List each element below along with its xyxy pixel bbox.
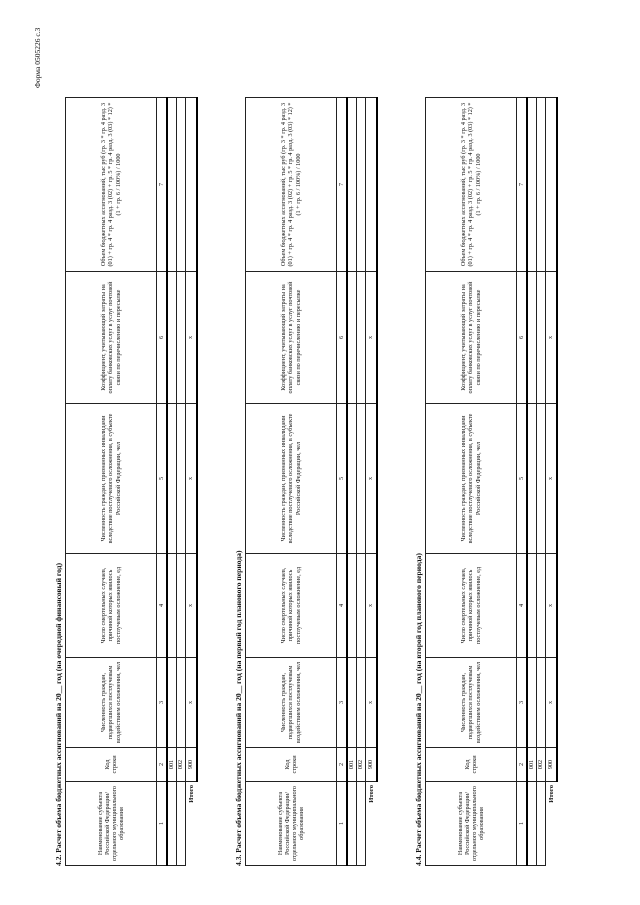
header-deaths: Число смертельных случаев, причиной которых явилось постлучевым осложнение, ед [426, 554, 517, 658]
header-row-code: Код строки [426, 748, 517, 782]
cell-value[interactable] [357, 658, 366, 748]
cell-value[interactable] [357, 554, 366, 658]
total-code: 900 [186, 748, 198, 782]
col-number: 5 [157, 404, 168, 554]
cell-value[interactable] [167, 404, 177, 554]
total-mark: x [366, 404, 378, 554]
header-deaths: Число смертельных случаев, причиной которых явилось постлучевым осложнение, ед [66, 554, 157, 658]
row-code: 001 [167, 748, 177, 782]
cell-value[interactable] [537, 658, 546, 748]
cell-name[interactable] [537, 782, 546, 866]
header-row-code: Код строки [66, 748, 157, 782]
calc-table [425, 97, 558, 866]
total-mark: x [546, 404, 558, 554]
cell-value[interactable] [177, 98, 186, 272]
cell-value[interactable] [167, 554, 177, 658]
total-value[interactable] [366, 98, 378, 272]
cell-value[interactable] [347, 272, 357, 404]
cell-name[interactable] [177, 782, 186, 866]
cell-value[interactable] [177, 658, 186, 748]
col-number: 3 [517, 658, 528, 748]
total-label: Итого [187, 785, 195, 803]
cell-name[interactable] [357, 782, 366, 866]
header-coefficient: Коэффициент, учитывающий затраты на оплату банковских услуг в услуг почтовой связи по перечислению и пересылке [66, 272, 157, 404]
calc-table [65, 97, 198, 866]
cell-value[interactable] [357, 404, 366, 554]
cell-value[interactable] [537, 554, 546, 658]
total-code: 900 [546, 748, 558, 782]
header-deaths: Число смертельных случаев, причиной которых явилось постлучевым осложнение, ед [246, 554, 337, 658]
form-code: Форма 0505226 с.3 [33, 27, 42, 88]
col-number: 3 [337, 658, 348, 748]
cell-value[interactable] [167, 658, 177, 748]
cell-value[interactable] [537, 98, 546, 272]
row-code: 002 [537, 748, 546, 782]
cell-name[interactable] [527, 782, 537, 866]
col-number: 2 [157, 748, 168, 782]
header-disabled: Численность граждан, признанных инвалидами вследствие постлучевого осложнения, в субъекте Российской Федерации, чел [246, 404, 337, 554]
cell-value[interactable] [357, 272, 366, 404]
cell-value[interactable] [527, 404, 537, 554]
cell-value[interactable] [347, 98, 357, 272]
total-mark: x [546, 658, 558, 748]
cell-value[interactable] [167, 272, 177, 404]
col-number: 6 [157, 272, 168, 404]
cell-value[interactable] [357, 98, 366, 272]
section-title: 4.3. Расчет объема бюджетных ассигнований на 20__ год (на первый год планового периода) [234, 550, 243, 866]
cell-value[interactable] [527, 98, 537, 272]
total-label: Итого [367, 785, 375, 803]
total-label: Итого [547, 785, 555, 803]
col-number: 1 [157, 782, 168, 866]
cell-value[interactable] [537, 404, 546, 554]
header-volume: Объем бюджетных ассигнований, тыс руб (гр. 3 * гр. 4 разд. 3 (01) + гр. 4 * гр. 4 разд. 3 (02) + гр. 5 * гр. 4 разд. 3 (03) * 12) * (1 + гр. 6 / 100%) / 1000 [66, 98, 157, 272]
section-4-4 [413, 98, 558, 866]
section-4-3 [233, 98, 378, 866]
cell-value[interactable] [527, 554, 537, 658]
col-number: 2 [337, 748, 348, 782]
col-number: 4 [157, 554, 168, 658]
total-value[interactable] [186, 98, 198, 272]
section-title: 4.2. Расчет объема бюджетных ассигнований на 20__ год (на очередной финансовый год) [54, 562, 63, 866]
col-number: 1 [337, 782, 348, 866]
cell-name[interactable] [347, 782, 357, 866]
header-name: Наименование субъекта Российской Федерации/ отдельного муниципального образования [246, 782, 337, 866]
cell-value[interactable] [177, 554, 186, 658]
total-mark: x [186, 658, 198, 748]
total-mark: x [186, 272, 198, 404]
total-mark: x [546, 554, 558, 658]
col-number: 7 [157, 98, 168, 272]
row-code: 002 [357, 748, 366, 782]
total-mark: x [366, 272, 378, 404]
total-mark: x [366, 554, 378, 658]
cell-value[interactable] [177, 404, 186, 554]
header-row-code: Код строки [246, 748, 337, 782]
col-number: 7 [517, 98, 528, 272]
header-coefficient: Коэффициент, учитывающий затраты на оплату банковских услуг в услуг почтовой связи по перечислению и пересылке [246, 272, 337, 404]
total-mark: x [186, 554, 198, 658]
col-number: 1 [517, 782, 528, 866]
cell-value[interactable] [347, 554, 357, 658]
header-citizens: Численность граждан, подвергшихся постлучевым воздействием осложнения, чел [66, 658, 157, 748]
cell-name[interactable] [167, 782, 177, 866]
col-number: 5 [517, 404, 528, 554]
section-title: 4.4. Расчет объема бюджетных ассигнований на 20__ год (на второй год планового периода) [414, 553, 423, 866]
total-mark: x [546, 272, 558, 404]
cell-value[interactable] [537, 272, 546, 404]
document-sheet [15, 18, 625, 888]
header-citizens: Численность граждан, подвергшихся постлучевым воздействием осложнения, чел [246, 658, 337, 748]
row-code: 001 [527, 748, 537, 782]
cell-value[interactable] [347, 658, 357, 748]
total-code: 900 [366, 748, 378, 782]
header-disabled: Численность граждан, признанных инвалидами вследствие постлучевого осложнения, в субъекте Российской Федерации, чел [426, 404, 517, 554]
row-code: 001 [347, 748, 357, 782]
total-value[interactable] [546, 98, 558, 272]
header-disabled: Численность граждан, признанных инвалидами вследствие постлучевого осложнения, в субъекте Российской Федерации, чел [66, 404, 157, 554]
total-mark: x [366, 658, 378, 748]
col-number: 5 [337, 404, 348, 554]
cell-value[interactable] [527, 272, 537, 404]
header-citizens: Численность граждан, подвергшихся постлучевым воздействием осложнения, чел [426, 658, 517, 748]
header-volume: Объем бюджетных ассигнований, тыс руб (гр. 3 * гр. 4 разд. 3 (01) + гр. 4 * гр. 4 разд. 3 (02) + гр. 5 * гр. 4 разд. 3 (03) * 12) * (1 + гр. 6 / 100%) / 1000 [426, 98, 517, 272]
cell-value[interactable] [167, 98, 177, 272]
row-code: 002 [177, 748, 186, 782]
cell-value[interactable] [527, 658, 537, 748]
col-number: 6 [337, 272, 348, 404]
col-number: 4 [517, 554, 528, 658]
col-number: 2 [517, 748, 528, 782]
section-4-2 [53, 98, 198, 866]
calc-table [245, 97, 378, 866]
total-mark: x [186, 404, 198, 554]
col-number: 3 [157, 658, 168, 748]
col-number: 4 [337, 554, 348, 658]
header-name: Наименование субъекта Российской Федерации/ отдельного муниципального образования [66, 782, 157, 866]
header-volume: Объем бюджетных ассигнований, тыс руб (гр. 3 * гр. 4 разд. 3 (01) + гр. 4 * гр. 4 разд. 3 (02) + гр. 5 * гр. 4 разд. 3 (03) * 12) * (1 + гр. 6 / 100%) / 1000 [246, 98, 337, 272]
header-coefficient: Коэффициент, учитывающий затраты на оплату банковских услуг в услуг почтовой связи по перечислению и пересылке [426, 272, 517, 404]
cell-value[interactable] [177, 272, 186, 404]
col-number: 7 [337, 98, 348, 272]
col-number: 6 [517, 272, 528, 404]
header-name: Наименование субъекта Российской Федерации/ отдельного муниципального образования [426, 782, 517, 866]
cell-value[interactable] [347, 404, 357, 554]
